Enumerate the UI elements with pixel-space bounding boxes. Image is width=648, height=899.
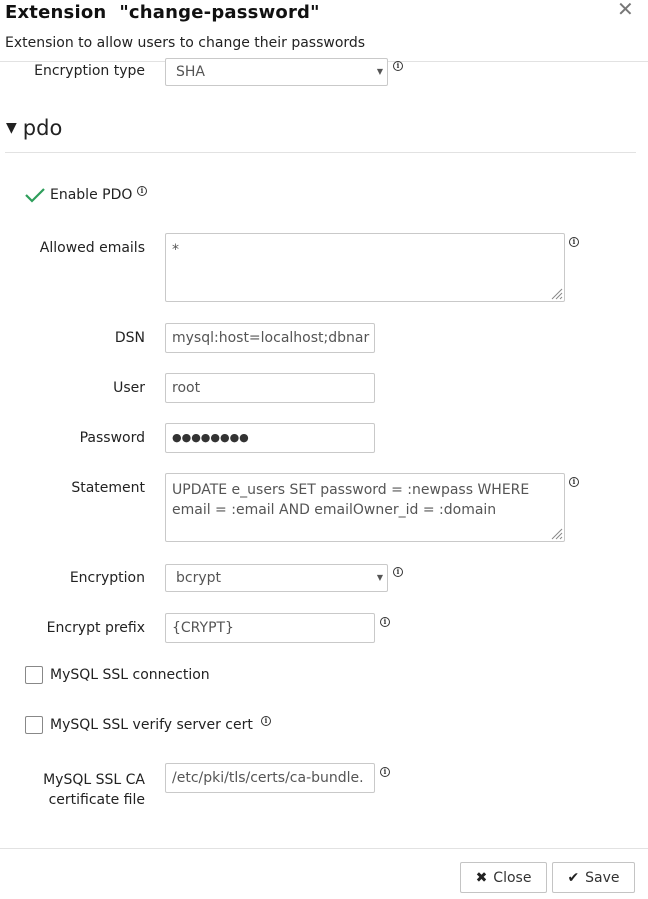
statement-label: Statement	[71, 480, 145, 496]
enable-pdo-checkbox[interactable]	[24, 186, 46, 204]
encryption-type-value: SHA	[176, 64, 205, 80]
statement-value: UPDATE e_users SET password = :newpass WHERE email = :email AND emailOwner_id = :domain	[172, 482, 530, 518]
encryption-type-label: Encryption type	[34, 63, 145, 79]
close-icon[interactable]: ✕	[617, 0, 634, 21]
mysql-ssl-label: MySQL SSL connection	[50, 667, 210, 683]
dropdown-caret-icon: ▼	[376, 573, 383, 582]
dialog-title: Extension "change-password"	[5, 2, 320, 23]
dialog-subtitle: Extension to allow users to change their passwords	[5, 35, 366, 51]
info-icon[interactable]: i	[261, 716, 271, 726]
ssl-ca-label-line2: certificate file	[48, 792, 145, 808]
encryption-label: Encryption	[69, 570, 145, 586]
section-divider	[5, 152, 636, 153]
info-icon[interactable]: i	[569, 237, 579, 247]
section-pdo-title: pdo	[22, 116, 63, 140]
close-button-label: Close	[493, 869, 532, 886]
encryption-value: bcrypt	[176, 570, 222, 586]
close-x-icon: ✖	[475, 869, 488, 886]
footer-divider	[0, 848, 648, 849]
resize-grip-icon	[549, 526, 563, 540]
mysql-ssl-verify-checkbox[interactable]	[25, 716, 43, 734]
user-label: User	[113, 380, 145, 396]
enable-pdo-label: Enable PDO	[50, 187, 133, 203]
allowed-emails-label: Allowed emails	[39, 240, 145, 256]
save-button[interactable]	[552, 862, 635, 893]
user-input[interactable]: root	[165, 373, 375, 403]
info-icon[interactable]: i	[137, 186, 147, 196]
info-icon[interactable]: i	[569, 477, 579, 487]
statement-textarea[interactable]	[165, 473, 565, 542]
allowed-emails-value: *	[172, 242, 179, 258]
save-button-label: Save	[585, 869, 620, 886]
encryption-type-select[interactable]	[165, 58, 388, 86]
ssl-ca-label	[0, 770, 145, 810]
encrypt-prefix-label: Encrypt prefix	[46, 620, 145, 636]
info-icon[interactable]: i	[393, 567, 403, 577]
resize-grip-icon	[549, 286, 563, 300]
password-input[interactable]: ●●●●●●●●	[165, 423, 375, 453]
section-pdo-header[interactable]	[6, 116, 62, 140]
encryption-select[interactable]	[165, 564, 388, 592]
ssl-ca-label-line1: MySQL SSL CA	[43, 772, 145, 788]
info-icon[interactable]: i	[380, 617, 390, 627]
encrypt-prefix-input[interactable]: {CRYPT}	[165, 613, 375, 643]
dropdown-caret-icon: ▼	[376, 67, 383, 76]
allowed-emails-textarea[interactable]	[165, 233, 565, 302]
collapse-triangle-icon: ▼	[6, 120, 17, 136]
info-icon[interactable]: i	[380, 767, 390, 777]
password-label: Password	[79, 430, 145, 446]
checkmark-icon: ✔	[567, 869, 580, 886]
mysql-ssl-checkbox[interactable]	[25, 666, 43, 684]
checkmark-icon	[24, 186, 46, 204]
dsn-label: DSN	[114, 330, 145, 346]
close-button[interactable]	[460, 862, 547, 893]
info-icon[interactable]: i	[393, 61, 403, 71]
ssl-ca-input[interactable]: /etc/pki/tls/certs/ca-bundle.	[165, 763, 375, 793]
mysql-ssl-verify-label: MySQL SSL verify server cert	[50, 717, 253, 733]
dsn-input[interactable]: mysql:host=localhost;dbnar	[165, 323, 375, 353]
